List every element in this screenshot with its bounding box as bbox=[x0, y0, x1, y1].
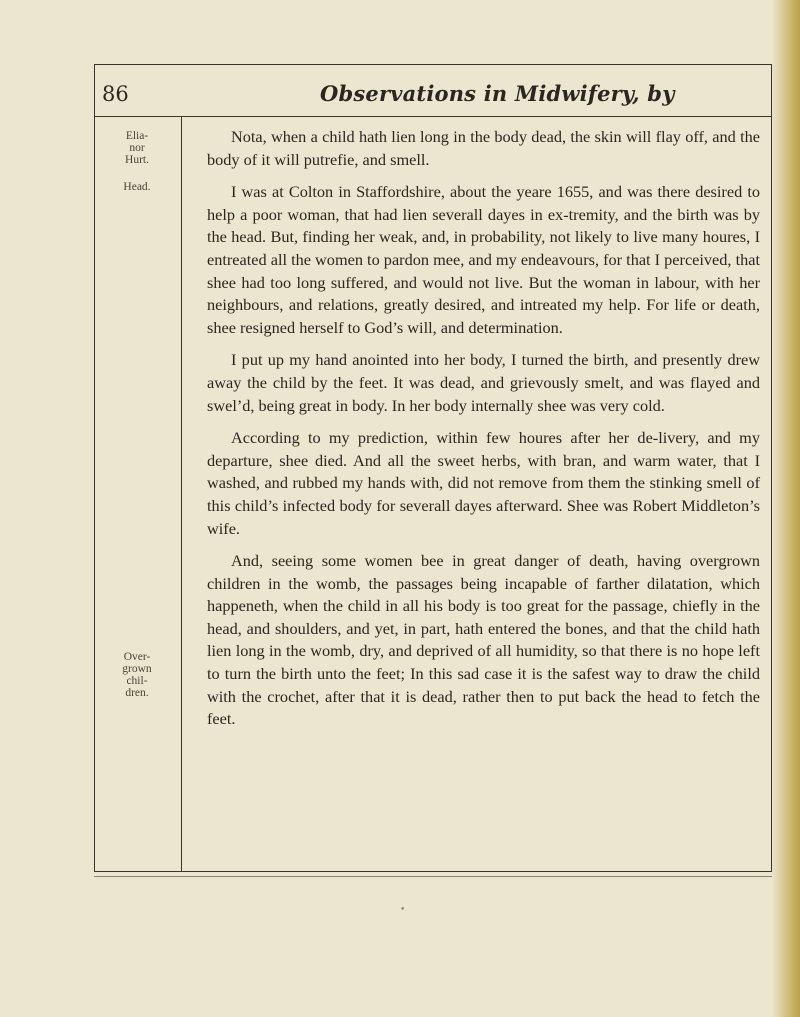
margin-column-rule bbox=[181, 116, 182, 872]
paragraph-prediction: According to my prediction, within few houres after her de-livery, and my departure, shee died. And all the sweet herbs, with bran, and warm water, that I washed, and rubbed my hands with, did not remove from them the stinking smell of this child’s infected body for severall dayes afterward. Shee was Robert Middleton’s wife. bbox=[207, 428, 760, 538]
page-number: 86 bbox=[102, 82, 129, 106]
stray-mark: • bbox=[400, 905, 406, 915]
header-rule bbox=[94, 116, 772, 117]
margin-note-line: Head. bbox=[123, 181, 151, 193]
margin-note-eliandor-hurt bbox=[100, 130, 174, 166]
margin-note-line: chil- bbox=[126, 675, 148, 687]
margin-note-line: nor bbox=[129, 142, 145, 154]
margin-note-line: Hurt. bbox=[125, 154, 149, 166]
body-text bbox=[207, 126, 760, 741]
margin-note-line: Over- bbox=[123, 651, 151, 663]
paragraph-nota: Nota, when a child hath lien long in the body dead, the skin will flay off, and the body of it will putrefie, and smell. bbox=[207, 127, 760, 169]
margin-note-line: grown bbox=[122, 663, 152, 675]
paragraph-turned-birth: I put up my hand anointed into her body, I turned the birth, and presently drew away the child by the feet. It was dead, and grievously smelt, and was flayed and swel’d, being great in body. In her body internally shee was very cold. bbox=[207, 350, 760, 415]
margin-note-overgrown-children bbox=[100, 651, 174, 699]
running-title: Observations in Midwifery, by bbox=[320, 81, 675, 106]
paragraph-colton: I was at Colton in Staffordshire, about the yeare 1655, and was there desired to help a poor woman, that had lien severall dayes in ex-tremity, and the birth was by the head. But, finding her weak, and, in probability, not likely to live many houres, I entreated all the women to pardon mee, and my endeavours, for that I perceived, that shee had too long suffered, and would not live. But the woman in labour, with her neighbours, and relations, greatly desired, and intreated my help. For life or death, shee resigned herself to God’s will, and determination. bbox=[207, 182, 760, 337]
bottom-rule bbox=[94, 876, 772, 877]
page-edge-shadow bbox=[772, 0, 800, 1017]
margin-note-line: dren. bbox=[125, 687, 149, 699]
paragraph-overgrown: And, seeing some women bee in great danger of death, having overgrown children in the womb, the passages being incapable of farther dilatation, which happeneth, when the child in all his body is too great for the passage, chiefly in the head, and shoulders, and yet, in part, hath entered the bones, and that the child hath lien long in the womb, dry, and deprived of all humidity, so that there is no hope left to turn the birth unto the feet; In this sad case it is the safest way to draw the child with the crochet, after that it is dead, rather then to put back the head to fetch the feet. bbox=[207, 551, 760, 729]
margin-note-line: Elia- bbox=[125, 130, 149, 142]
margin-note-head bbox=[100, 181, 174, 193]
